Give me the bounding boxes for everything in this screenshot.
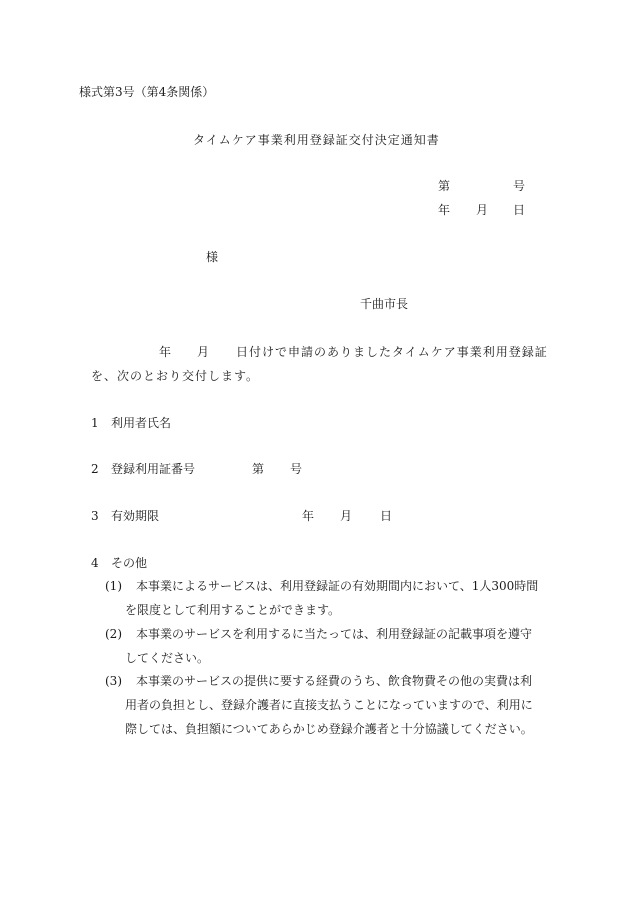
item-1-label: 利用者氏名 <box>111 416 172 430</box>
item-2-number: 2 <box>91 462 99 476</box>
item-4-number: 4 <box>91 556 99 570</box>
item-3-month: 月 <box>340 509 353 523</box>
item-2-label: 登録利用証番号 <box>111 462 196 476</box>
note-3-number: (3) <box>105 674 122 688</box>
item-3-number: 3 <box>91 509 99 523</box>
doc-date-year: 年 <box>438 203 451 217</box>
note-1-number: (1) <box>105 579 122 593</box>
issuer: 千曲市長 <box>360 297 409 311</box>
item-3-year: 年 <box>302 509 315 523</box>
doc-date-month: 月 <box>476 203 489 217</box>
intro-month: 月 <box>197 345 210 359</box>
doc-number-prefix: 第 <box>438 179 451 193</box>
note-2-line1: 本事業のサービスを利用するに当たっては、利用登録証の記載事項を遵守 <box>136 627 533 641</box>
note-1-line1: 本事業によるサービスは、利用登録証の有効期間内において、1人300時間 <box>136 579 539 593</box>
note-2-line2: してください。 <box>125 651 210 665</box>
item-3-day: 日 <box>380 509 393 523</box>
intro-line2: を、次のとおり交付します。 <box>91 369 260 383</box>
form-number: 様式第3号（第4条関係） <box>79 85 215 99</box>
item-1-number: 1 <box>91 416 99 430</box>
addressee-honorific: 様 <box>206 250 219 264</box>
note-2-number: (2) <box>105 627 122 641</box>
doc-date-day: 日 <box>513 203 526 217</box>
item-2-suffix: 号 <box>290 462 303 476</box>
item-4-label: その他 <box>111 556 148 570</box>
note-3-line2: 用者の負担とし、登録介護者に直接支払うことになっていますので、利用に <box>125 698 533 712</box>
document-title: タイムケア事業利用登録証交付決定通知書 <box>193 133 440 147</box>
note-3-line1: 本事業のサービスの提供に要する経費のうち、飲食物費その他の実費は利 <box>136 674 533 688</box>
intro-line1: 日付けで申請のありましたタイムケア事業利用登録証 <box>236 345 548 359</box>
doc-number-suffix: 号 <box>513 179 526 193</box>
note-3-line3: 際しては、負担額についてあらかじめ登録介護者と十分協議してください。 <box>125 722 533 736</box>
intro-year: 年 <box>159 345 172 359</box>
item-3-label: 有効期限 <box>111 509 160 523</box>
item-2-prefix: 第 <box>252 462 265 476</box>
note-1-line2: を限度として利用することができます。 <box>125 603 341 617</box>
